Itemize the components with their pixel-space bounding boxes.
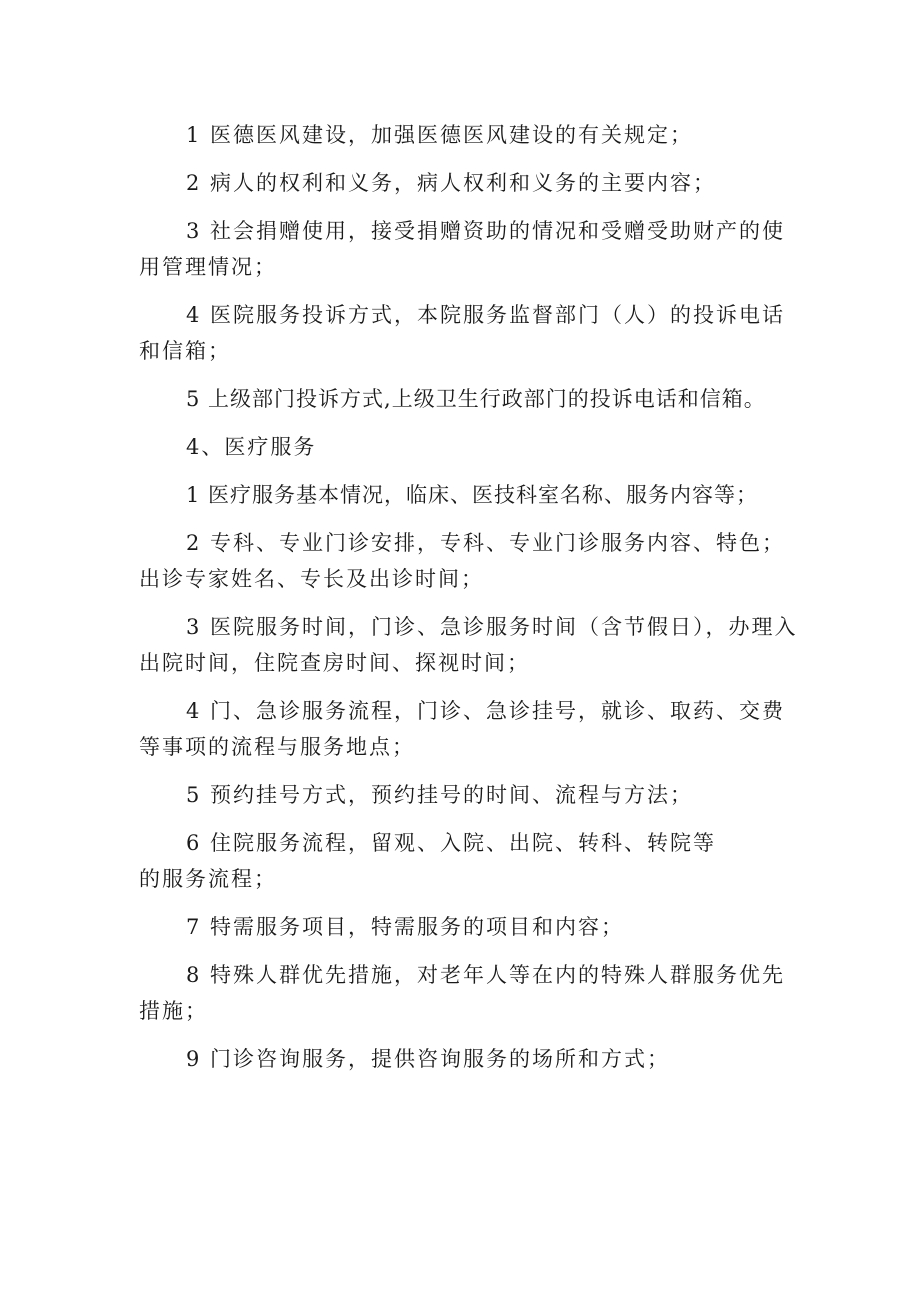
paragraph-inpatient-process: 6 住院服务流程，留观、入院、出院、转科、转院等的服务流程； [139,831,717,891]
paragraph-ethics: 1 医德医风建设，加强医德医风建设的有关规定； [186,123,694,147]
paragraph-appointments: 5 预约挂号方式，预约挂号的时间、流程与方法； [186,783,694,807]
paragraph-special-services: 7 特需服务项目，特需服务的项目和内容； [186,915,625,939]
paragraph-donations: 3 社会捐赠使用，接受捐赠资助的情况和受赠受助财产的使用管理情况； [139,219,786,279]
paragraph-upper-complaints: 5 上级部门投诉方式,上级卫生行政部门的投诉电话和信箱。 [186,387,766,411]
paragraph-specialty-clinics: 2 专科、专业门诊安排，专科、专业门诊服务内容、特色；出诊专家姓名、专长及出诊时间； [139,531,786,591]
document-body [139,117,799,1089]
paragraph-patient-rights: 2 病人的权利和义务，病人权利和义务的主要内容； [186,171,717,195]
paragraph-consultation: 9 门诊咨询服务，提供咨询服务的场所和方式； [186,1047,671,1071]
paragraph-outpatient-process: 4 门、急诊服务流程，门诊、急诊挂号，就诊、取药、交费等事项的流程与服务地点； [139,699,786,759]
paragraph-priority-measures: 8 特殊人群优先措施，对老年人等在内的特殊人群服务优先措施； [139,963,786,1023]
section-heading-medical-services: 4、医疗服务 [186,435,317,459]
paragraph-service-overview: 1 医疗服务基本情况，临床、医技科室名称、服务内容等； [186,483,759,507]
paragraph-service-hours: 3 医院服务时间，门诊、急诊服务时间（含节假日），办理入出院时间，住院查房时间、探视时间； [139,615,798,675]
paragraph-complaints: 4 医院服务投诉方式，本院服务监督部门（人）的投诉电话和信箱； [139,303,786,363]
